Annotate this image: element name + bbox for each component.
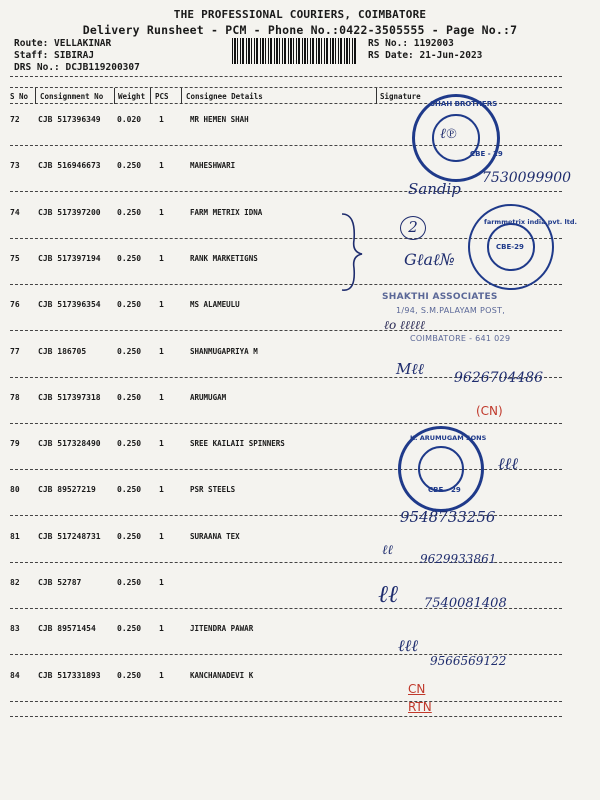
row-consignment-number: CJB 516946673 <box>38 161 101 170</box>
handwritten-phone: 9626704486 <box>454 370 544 386</box>
row-divider <box>10 423 562 424</box>
row-consignee: MAHESHWARI <box>190 161 236 170</box>
row-serial-number: 81 <box>10 532 20 541</box>
handwritten-signature: ℓℓℓ <box>498 454 518 473</box>
row-weight: 0.250 <box>117 161 142 170</box>
row-consignment-number: CJB 517396349 <box>38 115 101 124</box>
barcode <box>232 38 357 64</box>
col-divider <box>114 88 115 104</box>
row-pieces: 1 <box>159 300 164 309</box>
row-weight: 0.250 <box>117 624 142 633</box>
handwritten-phone: 9548733256 <box>400 508 496 526</box>
row-consignment-number: CJB 517331893 <box>38 671 101 680</box>
handwritten-signature: ℓℓ <box>382 543 393 558</box>
row-weight: 0.250 <box>117 485 142 494</box>
row-pieces: 1 <box>159 439 164 448</box>
header-divider <box>10 76 562 77</box>
row-divider <box>10 701 562 702</box>
row-consignment-number: CJB 517396354 <box>38 300 101 309</box>
staff-label: Staff: SIBIRAJ <box>14 50 95 61</box>
row-weight: 0.250 <box>117 300 142 309</box>
row-pieces: 1 <box>159 671 164 680</box>
row-pieces: 1 <box>159 254 164 263</box>
col-weight: Weight <box>118 92 146 101</box>
row-serial-number: 77 <box>10 347 20 356</box>
handwritten-name: Sandip <box>408 180 461 198</box>
handwritten-brace <box>338 210 368 295</box>
row-pieces: 1 <box>159 532 164 541</box>
col-divider <box>181 88 182 104</box>
row-pieces: 1 <box>159 115 164 124</box>
row-consignee: FARM METRIX IDNA <box>190 208 263 217</box>
col-divider <box>150 88 151 104</box>
drs-number: DRS No.: DCJB119200307 <box>14 62 140 73</box>
row-serial-number: 72 <box>10 115 20 124</box>
col-consignment: Consignment No <box>40 92 104 101</box>
handwritten-cn-mark: CN <box>408 682 426 696</box>
row-pieces: 1 <box>159 624 164 633</box>
handwritten-phone: 9629933861 <box>420 552 497 566</box>
handwritten-cn-mark: (CN) <box>476 404 503 418</box>
row-weight: 0.250 <box>117 671 142 680</box>
row-consignment-number: CJB 517248731 <box>38 532 101 541</box>
handwritten-phone: 7530099900 <box>482 170 572 186</box>
row-pieces: 1 <box>159 485 164 494</box>
col-pcs: PCS <box>155 92 169 101</box>
table-top-rule <box>10 87 562 88</box>
row-consignment-number: CJB 517397318 <box>38 393 101 402</box>
row-serial-number: 79 <box>10 439 20 448</box>
col-sno: S No <box>10 92 29 101</box>
row-serial-number: 75 <box>10 254 20 263</box>
col-signature: Signature <box>380 92 421 101</box>
row-weight: 0.250 <box>117 347 142 356</box>
faded-stamp-address: 1/94, S.M.PALAYAM POST, <box>396 306 506 315</box>
row-serial-number: 73 <box>10 161 20 170</box>
row-consignee: ARUMUGAM <box>190 393 227 402</box>
row-consignment-number: CJB 517328490 <box>38 439 101 448</box>
row-consignee: SREE KAILAII SPINNERS <box>190 439 285 448</box>
row-consignment-number: CJB 89571454 <box>38 624 96 633</box>
row-serial-number: 82 <box>10 578 20 587</box>
row-weight: 0.250 <box>117 254 142 263</box>
row-weight: 0.250 <box>117 439 142 448</box>
handwritten-signature: ℓ℗ <box>440 126 457 142</box>
row-consignment-number: CJB 89527219 <box>38 485 96 494</box>
faded-stamp-city: COIMBATORE - 641 029 <box>410 334 511 343</box>
row-pieces: 1 <box>159 208 164 217</box>
row-consignee: SHANMUGAPRIYA M <box>190 347 258 356</box>
faded-stamp-title: SHAKTHI ASSOCIATES <box>382 292 498 302</box>
row-pieces: 1 <box>159 347 164 356</box>
row-divider <box>10 330 562 331</box>
row-consignee: MR HEMEN SHAH <box>190 115 249 124</box>
row-consignee: RANK MARKETIGNS <box>190 254 258 263</box>
row-serial-number: 74 <box>10 208 20 217</box>
row-consignment-number: CJB 517397194 <box>38 254 101 263</box>
company-title: THE PROFESSIONAL COURIERS, COIMBATORE <box>173 8 427 21</box>
row-consignee: PSR STEELS <box>190 485 236 494</box>
table-bottom-rule <box>10 716 562 717</box>
row-weight: 0.250 <box>117 208 142 217</box>
col-divider <box>376 88 377 104</box>
row-serial-number: 78 <box>10 393 20 402</box>
runsheet-subtitle: Delivery Runsheet - PCM - Phone No.:0422-3505555 - Page No.:7 <box>82 23 518 37</box>
stamp1-bottom-text: CBE - 29 <box>470 150 503 158</box>
rs-date: RS Date: 21-Jun-2023 <box>368 50 483 61</box>
stamp2-text: farmmetrix india pvt. ltd. <box>484 218 577 226</box>
handwritten-signature: Gℓaℓ№ <box>404 250 455 269</box>
row-serial-number: 83 <box>10 624 20 633</box>
row-pieces: 1 <box>159 393 164 402</box>
row-serial-number: 84 <box>10 671 20 680</box>
row-pieces: 1 <box>159 161 164 170</box>
row-consignment-number: CJB 186705 <box>38 347 87 356</box>
rs-number: RS No.: 1192003 <box>368 38 454 49</box>
handwritten-phone: 7540081408 <box>424 596 507 611</box>
route-label: Route: VELLAKINAR <box>14 38 112 49</box>
row-serial-number: 80 <box>10 485 20 494</box>
row-consignee: JITENDRA PAWAR <box>190 624 254 633</box>
stamp2-center-text: CBE-29 <box>496 243 524 251</box>
row-weight: 0.020 <box>117 115 142 124</box>
handwritten-signature: ℓo ℓℓℓℓℓ <box>384 318 426 332</box>
col-divider <box>35 88 36 104</box>
handwritten-signature: ℓℓ <box>378 580 398 608</box>
row-consignment-number: CJB 52787 <box>38 578 82 587</box>
row-divider <box>10 191 562 192</box>
row-consignment-number: CJB 517397200 <box>38 208 101 217</box>
row-consignee: MS ALAMEULU <box>190 300 240 309</box>
stamp3-center-text: CBE - 29 <box>428 486 461 494</box>
row-consignee: KANCHANADEVI K <box>190 671 254 680</box>
circled-number: 2 <box>400 216 426 240</box>
row-weight: 0.250 <box>117 532 142 541</box>
handwritten-signature: ℓℓℓ <box>398 636 418 655</box>
row-divider <box>10 284 562 285</box>
handwritten-signature: Mℓℓ <box>396 360 424 378</box>
handwritten-phone: 9566569122 <box>430 654 507 668</box>
stamp3-text: K. ARUMUGAM SONS <box>410 434 487 442</box>
row-pieces: 1 <box>159 578 164 587</box>
stamp1-top-text: SHAH BROTHERS <box>430 100 498 108</box>
handwritten-rtn-mark: RTN <box>408 700 432 714</box>
row-weight: 0.250 <box>117 393 142 402</box>
col-consignee: Consignee Details <box>186 92 263 101</box>
row-consignee: SURAANA TEX <box>190 532 240 541</box>
row-weight: 0.250 <box>117 578 142 587</box>
row-serial-number: 76 <box>10 300 20 309</box>
